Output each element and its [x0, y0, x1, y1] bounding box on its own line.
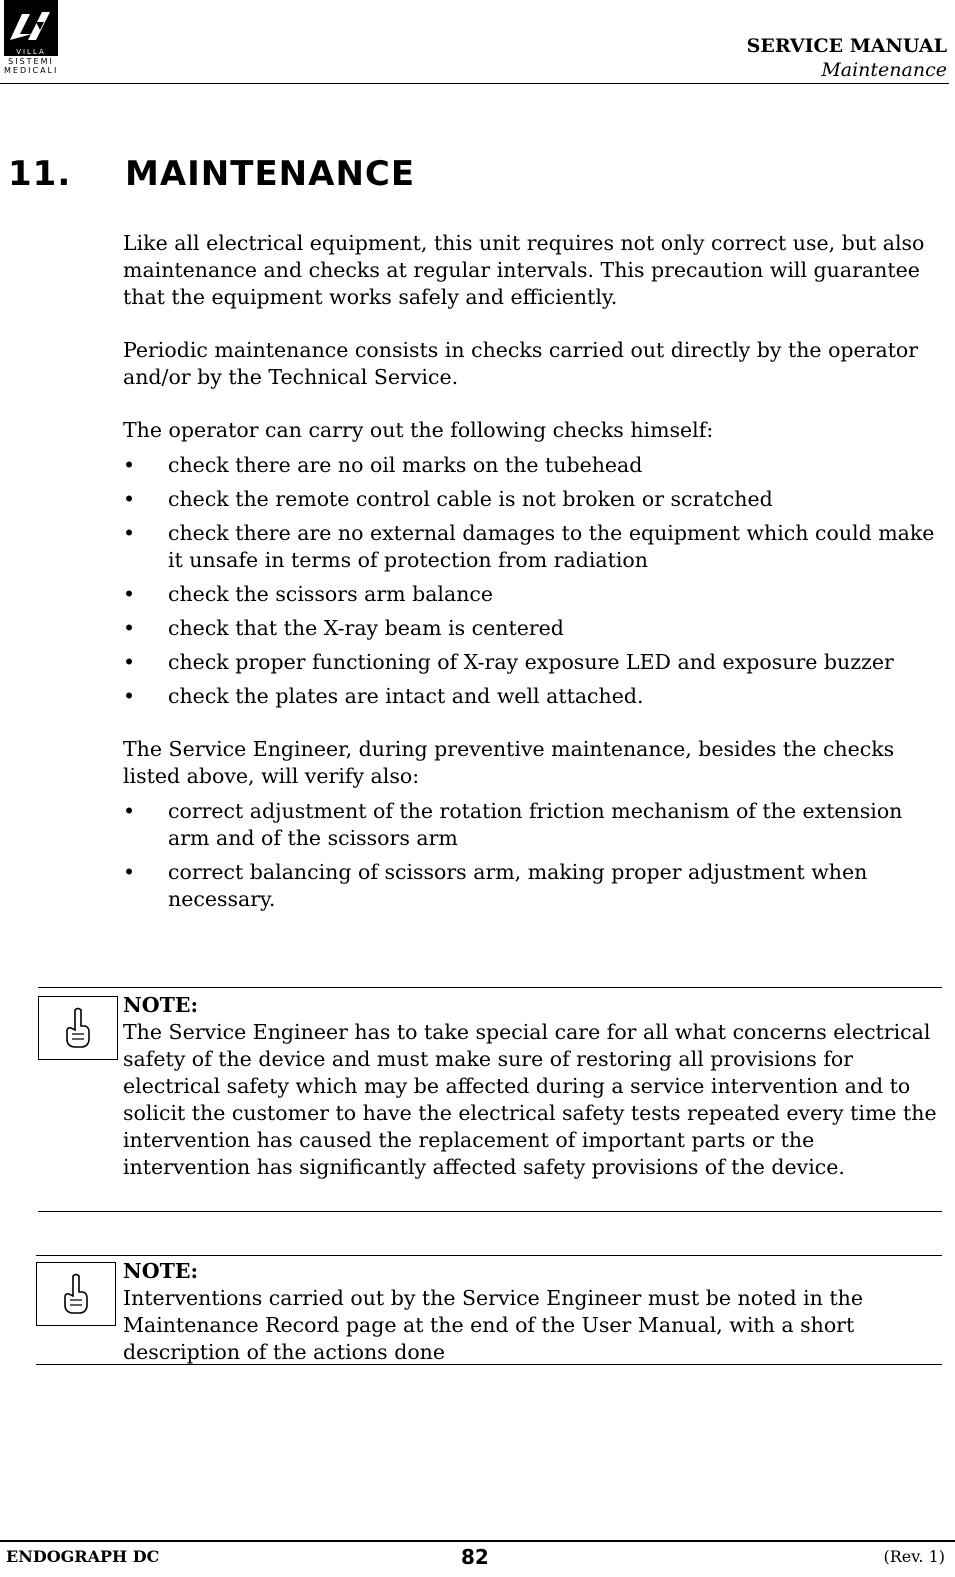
- section-number: 11.: [8, 154, 72, 194]
- list-item: • check the remote control cable is not broken or scratched: [123, 487, 773, 511]
- periodic-paragraph: Periodic maintenance consists in checks carried out directly by the operator and/or by the Technical Service.: [123, 338, 919, 389]
- list-item: • check the scissors arm balance: [123, 582, 494, 606]
- list-item: • check there are no oil marks on the tubehead: [123, 453, 643, 477]
- logo-villa-text: VILLA: [16, 48, 46, 56]
- logo-av-icon: [4, 0, 58, 46]
- intro-paragraph: Like all electrical equipment, this unit requires not only correct use, but also maintenance and checks at regular intervals. This precaution will guarantee that the equipment works safely and efficiently.: [123, 231, 925, 309]
- note-text: Interventions carried out by the Service Engineer must be noted in the Maintenance Record page at the end of the User Manual, with a short description of the actions done: [123, 1286, 863, 1364]
- note-title: NOTE:: [123, 1259, 199, 1283]
- section-body: [123, 230, 943, 939]
- operator-checks-list: [123, 452, 943, 710]
- bullet-icon: •: [123, 487, 136, 511]
- company-logo: [4, 0, 58, 80]
- note-content: [123, 988, 942, 1181]
- section-title: MAINTENANCE: [125, 154, 416, 194]
- footer-divider: [0, 1540, 955, 1542]
- manual-title: SERVICE MANUAL: [746, 35, 947, 57]
- section-heading: [8, 152, 415, 196]
- logo-mark: [4, 0, 58, 56]
- bullet-icon: •: [123, 616, 136, 640]
- page-number: 82: [461, 1545, 489, 1569]
- pointing-hand-icon: [63, 1006, 93, 1050]
- bullet-icon: •: [123, 453, 136, 477]
- note-icon-frame: [38, 996, 118, 1060]
- chapter-subtitle: Maintenance: [821, 59, 947, 81]
- list-item: • correct balancing of scissors arm, making proper adjustment when necessary.: [123, 860, 868, 911]
- header-divider: [0, 83, 949, 84]
- bullet-icon: •: [123, 650, 136, 674]
- logo-medicali-text: MEDICALI: [4, 66, 59, 75]
- pointing-hand-icon: [61, 1272, 91, 1316]
- note-box-maintenance-record: [36, 1255, 942, 1365]
- bullet-icon: •: [123, 799, 136, 823]
- bullet-icon: •: [123, 521, 136, 545]
- note-icon-frame: [36, 1262, 116, 1326]
- bullet-icon: •: [123, 684, 136, 708]
- note-box-electrical-safety: [38, 987, 942, 1212]
- engineer-checks-list: [123, 798, 943, 913]
- footer-revision: (Rev. 1): [883, 1547, 945, 1566]
- operator-intro: The operator can carry out the following checks himself:: [123, 418, 714, 442]
- logo-sistemi-text: SISTEMI: [8, 57, 54, 66]
- engineer-intro: The Service Engineer, during preventive maintenance, besides the checks listed above, will verify also:: [123, 737, 895, 788]
- list-item: • check the plates are intact and well attached.: [123, 684, 644, 708]
- footer-product: ENDOGRAPH DC: [6, 1547, 160, 1566]
- note-content: [123, 1256, 942, 1366]
- list-item: • check there are no external damages to the equipment which could make it unsafe in terms of protection from radiation: [123, 521, 935, 572]
- bullet-icon: •: [123, 860, 136, 884]
- list-item: • correct adjustment of the rotation friction mechanism of the extension arm and of the scissors arm: [123, 799, 903, 850]
- page-header: [747, 34, 947, 82]
- note-text: The Service Engineer has to take special care for all what concerns electrical safety of the device and must make sure of restoring all provisions for electrical safety which may be affected during a service intervention and to solicit the customer to have the electrical safety tests repeated every time the intervention has caused the replacement of important parts or the intervention has significantly affected safety provisions of the device.: [123, 1020, 937, 1179]
- bullet-icon: •: [123, 582, 136, 606]
- list-item: • check that the X-ray beam is centered: [123, 616, 564, 640]
- list-item: • check proper functioning of X-ray exposure LED and exposure buzzer: [123, 650, 894, 674]
- note-title: NOTE:: [123, 993, 199, 1017]
